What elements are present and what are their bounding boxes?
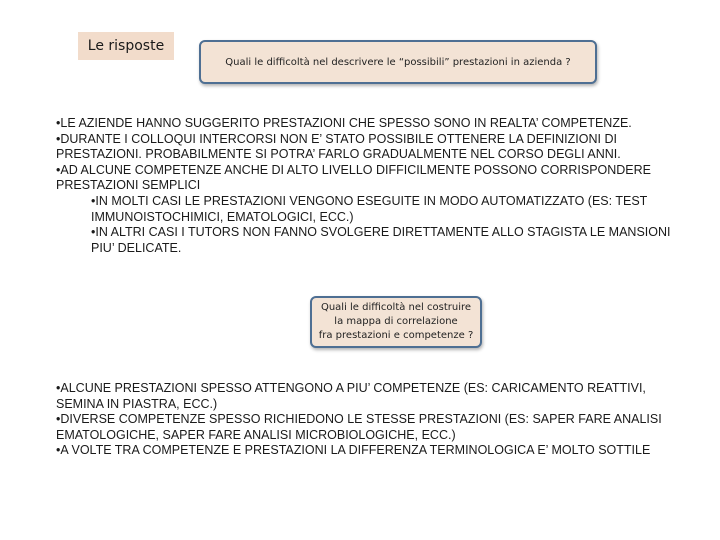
sub-bullet-item: •IN MOLTI CASI LE PRESTAZIONI VENGONO ESEGUITE IN MODO AUTOMATIZZATO (ES: TEST IMMUNOISTOCHIMICI, EMATOLOGICI, ECC.)	[91, 193, 648, 224]
sub-bullet-item: •IN ALTRI CASI I TUTORS NON FANNO SVOLGERE DIRETTAMENTE ALLO STAGISTA LE MANSIONI PIU’ DELICATE.	[91, 225, 671, 255]
bullet-item: •A VOLTE TRA COMPETENZE E PRESTAZIONI LA DIFFERENZA TERMINOLOGICA E’ MOLTO SOTTILE	[56, 443, 651, 458]
section-badge	[78, 32, 174, 60]
section-badge-label: Le risposte	[87, 38, 165, 54]
question-2-line: fra prestazioni e competenze ?	[318, 330, 474, 341]
bullet-item: •LE AZIENDE HANNO SUGGERITO PRESTAZIONI CHE SPESSO SONO IN REALTA’ COMPETENZE.	[56, 116, 632, 130]
question-1-text: Quali le difficoltà nel descrivere le “possibili” prestazioni in azienda ?	[225, 56, 571, 68]
bullet-item: •AD ALCUNE COMPETENZE ANCHE DI ALTO LIVELLO DIFFICILMENTE POSSONO CORRISPONDERE PRESTAZIONI SEMPLICI	[56, 162, 652, 193]
question-box-1	[199, 40, 597, 84]
bullet-item: •ALCUNE PRESTAZIONI SPESSO ATTENGONO A PIU’ COMPETENZE (ES: CARICAMENTO REATTIVI, SEMINA IN PIASTRA, ECC.)	[56, 381, 646, 411]
question-box-2	[310, 296, 482, 348]
answers-block-1	[56, 116, 696, 256]
bullet-item: •DIVERSE COMPETENZE SPESSO RICHIEDONO LE STESSE PRESTAZIONI (ES: SAPER FARE ANALISI EMATOLOGICHE, SAPER FARE ANALISI MICROBIOLOGICHE, ECC.)	[56, 412, 662, 442]
question-2-line: Quali le difficoltà nel costruire	[320, 302, 472, 313]
question-2-line: la mappa di correlazione	[334, 316, 458, 327]
answers-block-2	[56, 381, 696, 459]
bullet-item: •DURANTE I COLLOQUI INTERCORSI NON E’ STATO POSSIBILE OTTENERE LA DEFINIZIONI DI PRESTAZIONI. PROBABILMENTE SI POTRA’ FARLO GRADUALMENTE NEL CORSO DEGLI ANNI.	[56, 131, 621, 162]
